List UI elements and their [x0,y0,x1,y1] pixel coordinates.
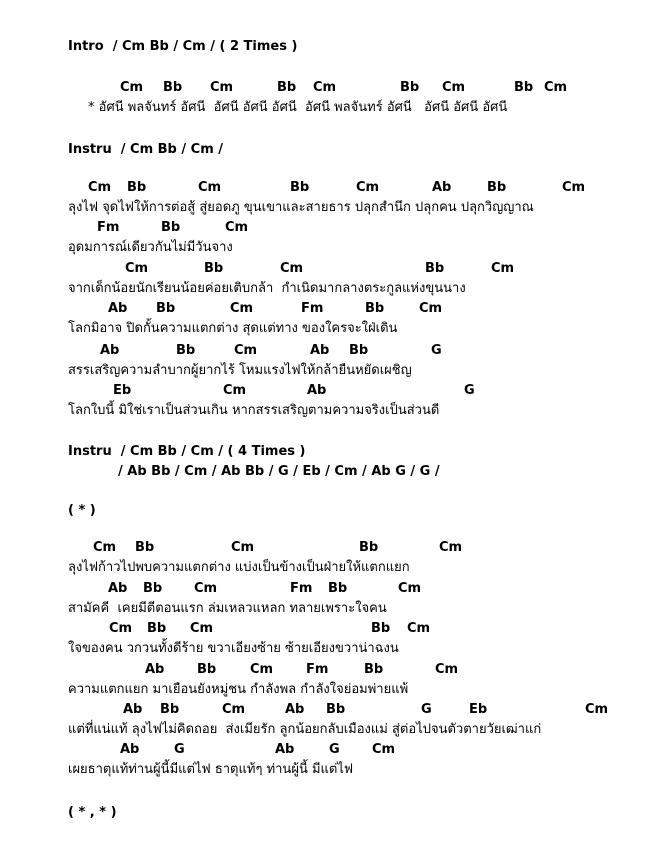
chord-label: Ab [123,702,143,717]
lyric-line: อุดมการณ์เดียวกันไม่มีวันจาง [68,240,233,255]
chord-label: G [431,343,442,358]
chord-label: Ab [275,742,295,757]
chord-label: Bb [425,261,445,276]
chord-label: Bb [328,581,348,596]
chord-label: Cm [491,261,515,276]
chord-label: Bb [160,702,180,717]
chord-label: Fm [301,301,324,316]
chord-label: Ab [285,702,305,717]
lyric-line: จากเด็กน้อยนักเรียนน้อยค่อยเติบกล้า กำเนิดมากลางตระกูลแห่งขุนนาง [68,281,466,296]
lyric-line: ความแตกแยก มาเยือนยังหมู่ชน กำลังพล กำลังใจย่อมพ่ายแพ้ [68,682,409,697]
chord-label: Cm [435,662,459,677]
chord-label: Bb [290,180,310,195]
lyric-line: โลกมิอาจ ปิดกั้นความแตกต่าง สุดแต่ทาง ของใครจะใฝ่เดิน [68,321,398,336]
chord-label: G [421,702,432,717]
chord-label: Cm [125,261,149,276]
chord-label: Bb [364,662,384,677]
chord-label: Cm [313,80,337,95]
chord-label: Bb [163,80,183,95]
chord-label: Cm [419,301,443,316]
chord-label: Fm [290,581,313,596]
chord-label: Cm [190,621,214,636]
chord-label: Fm [306,662,329,677]
instru-line-1: Instru / Cm Bb / Cm / [68,142,224,157]
intro-line: Intro / Cm Bb / Cm / ( 2 Times ) [68,39,298,54]
chord-label: Cm [442,80,466,95]
chord-label: Ab [108,581,128,596]
chord-label: Cm [120,80,144,95]
chord-label: Ab [310,343,330,358]
chord-label: Cm [544,80,568,95]
lyric-line: เผยธาตุแท้ท่านผู้นี้มีแต่ไฟ ธาตุแท้ๆ ท่านผู้นี้ มีแต่ไฟ [68,762,354,777]
chord-label: Bb [365,301,385,316]
instru-line-2-continued: / Ab Bb / Cm / Ab Bb / G / Eb / Cm / Ab G / G / [118,464,440,479]
chord-label: G [464,383,475,398]
chord-label: Ab [432,180,452,195]
chord-label: Cm [407,621,431,636]
chord-label: Cm [225,220,249,235]
lyric-line: * อัศนี พลจันทร์ อัศนี อัศนี อัศนี อัศนี อัศนี พลจันทร์ อัศนี อัศนี อัศนี อัศนี [88,100,508,115]
chord-label: Bb [204,261,224,276]
chord-label: Cm [194,581,218,596]
chord-label: Cm [198,180,222,195]
chord-label: Cm [280,261,304,276]
chord-label: Cm [210,80,234,95]
chord-label: Ab [307,383,327,398]
chorus-reference: ( * ) [68,503,96,518]
chord-label: Bb [371,621,391,636]
chord-label: Cm [223,383,247,398]
chord-label: Bb [156,301,176,316]
chord-label: Cm [250,662,274,677]
lyric-line: ใจของคน วกวนทั้งดีร้าย ขวาเอียงซ้าย ซ้ายเอียงขวาน่าฉงน [68,641,399,656]
chord-label: Cm [372,742,396,757]
chorus-reference-double: ( * , * ) [68,805,117,820]
lyric-line: สามัคคี เคยมีตีตอนแรก ล่มเหลวแหลก ทลายเพราะใจคน [68,601,387,616]
chord-label: Fm [97,220,120,235]
chord-label: Cm [88,180,112,195]
chord-label: Bb [359,540,379,555]
chord-label: Ab [100,343,120,358]
chord-label: Cm [439,540,463,555]
chord-label: Cm [93,540,117,555]
chord-label: Cm [562,180,586,195]
chord-label: Bb [197,662,217,677]
chord-label: Cm [356,180,380,195]
instru-line-2: Instru / Cm Bb / Cm / ( 4 Times ) [68,444,306,459]
lyric-line: โลกใบนี้ มิใช่เราเป็นส่วนเกิน หากสรรเสริญตามความจริงเป็นส่วนดี [68,403,440,418]
chord-label: Bb [143,581,163,596]
lyric-line: ลุงไฟก้าวไปพบความแตกต่าง แบ่งเป็นข้างเป็นฝ่ายให้แตกแยก [68,560,410,575]
chord-label: Bb [161,220,181,235]
chord-label: G [174,742,185,757]
chord-label: Bb [176,343,196,358]
chord-label: Ab [145,662,165,677]
chord-label: G [329,742,340,757]
chord-label: Bb [147,621,167,636]
chord-label: Bb [127,180,147,195]
chord-label: Bb [487,180,507,195]
chord-label: Bb [135,540,155,555]
chord-label: Cm [234,343,258,358]
chord-label: Eb [113,383,132,398]
lyric-line: ลุงไฟ จุดไฟให้การต่อสู้ สู่ยอดภู ขุนเขาและสายธาร ปลุกสำนึก ปลุกคน ปลุกวิญญาณ [68,200,534,215]
chord-label: Cm [230,301,254,316]
chord-label: Cm [585,702,609,717]
chord-label: Cm [398,581,422,596]
chord-label: Bb [514,80,534,95]
chord-label: Ab [108,301,128,316]
chord-label: Eb [469,702,488,717]
chord-label: Bb [400,80,420,95]
lyric-line: สรรเสริญความลำบากผู้ยากไร้ โหมแรงไฟให้กล้ายืนหยัดเผชิญ [68,363,412,378]
chord-label: Ab [120,742,140,757]
chord-label: Bb [349,343,369,358]
chord-label: Cm [231,540,255,555]
chord-label: Bb [326,702,346,717]
chord-label: Cm [109,621,133,636]
lyric-line: แต่ที่แน่แท้ ลุงไฟไม่คิดถอย ส่งเมียรัก ลูกน้อยกลับเมืองแม่ สู่ต่อไปจนตัวตายวัยเฒ่าแก่ [68,722,542,737]
chord-label: Cm [222,702,246,717]
chord-label: Bb [277,80,297,95]
